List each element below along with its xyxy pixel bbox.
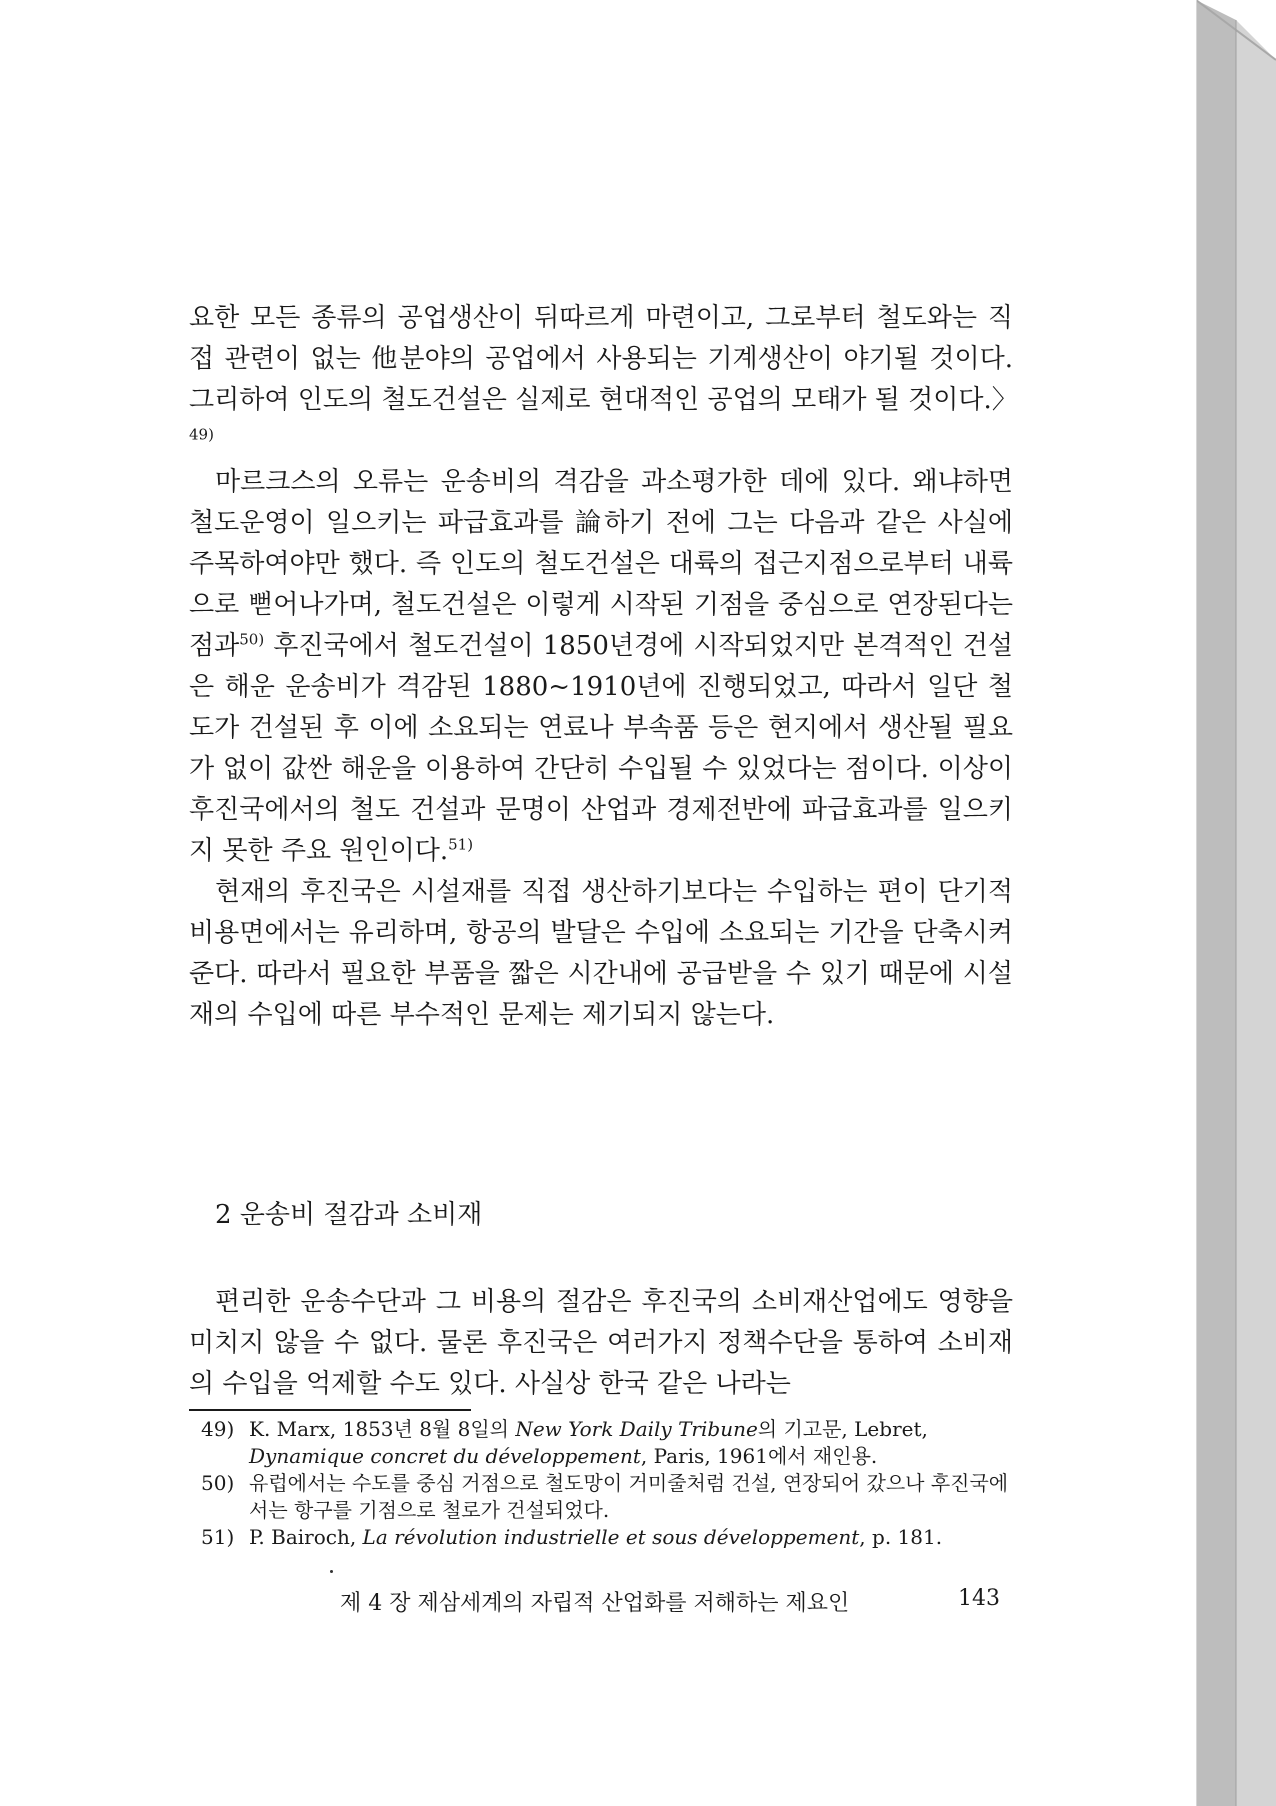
page-number: 143 [958,1586,1000,1611]
footnote-segment: , Paris, 1961에서 재인용. [640,1444,878,1468]
footnote-ref-49: 49) [189,425,214,444]
footnote-text [249,1416,1013,1470]
chapter-title: 제 4 장 제삼세계의 자립적 산업화를 저해하는 제요인 [340,1591,850,1616]
paragraph-text: 요한 모든 종류의 공업생산이 뒤따르게 마련이고, 그로부터 철도와는 직접 관련이 없는 他분야의 공업에서 사용되는 기계생산이 야기될 것이다. 그리하여 인도의 철도건설은 실제로 현대적인 공업의 모태가 될 것이다.〉 [189,303,1018,415]
footnote-segment: 의 기고문, Lebret, [757,1417,928,1441]
footnote-citation-title: Dynamique concret du développement [249,1444,641,1468]
paragraph-transport-cost: 편리한 운송수단과 그 비용의 절감은 후진국의 소비재산업에도 영향을 미치지 않을 수 없다. 물론 후진국은 여러가지 정책수단을 통하여 소비재의 수입을 억제할 수도 있다. 사실상 한국 같은 나라는 [189,1287,1013,1399]
footnotes [201,1416,1013,1551]
print-speck [330,1570,333,1573]
paragraph-text: 후진국에서 철도건설이 1850년경에 시작되었지만 본격적인 건설은 해운 운송비가 격감된 1880~1910년에 진행되었고, 따라서 일단 철도가 건설된 후 이에 소요되는 연료나 부속품 등은 현지에서 생산될 필요가 없이 값싼 해운을 이용하여 간단히 수입될 수 있었다는 점이다. 이상이 후진국에서의 철도 건설과 문명이 산업과 경제전반에 파급효과를 일으키지 못한 주요 원인이다. [189,631,1013,866]
footnote-segment: , p. 181. [859,1525,943,1549]
page-edge-decoration [1196,0,1276,1806]
body-text-block-2 [189,1282,1013,1405]
footnote-text [249,1524,1013,1551]
footnote-ref-51: 51) [448,835,474,854]
footnote-49 [201,1416,1013,1470]
paragraph-continued [189,298,1018,462]
footnote-text: 유럽에서는 수도를 중심 거점으로 철도망이 거미줄처럼 건설, 연장되어 갔으나 후진국에서는 항구를 기점으로 철로가 건설되었다. [249,1471,1009,1522]
paragraph-current-developing: 현재의 후진국은 시설재를 직접 생산하기보다는 수입하는 편이 단기적 비용면에서는 유리하며, 항공의 발달은 수입에 소요되는 기간을 단축시켜 준다. 따라서 필요한 부품을 짧은 시간내에 공급받을 수 있기 때문에 시설재의 수입에 따른 부수적인 문제는 제기되지 않는다. [189,877,1013,1030]
footnote-citation-title: La révolution industrielle et sous développement [362,1525,860,1549]
running-footer [340,1586,1000,1617]
body-text-block [189,298,1018,1036]
footnote-51 [201,1524,1013,1551]
footnote-number: 49) [201,1417,235,1441]
footnote-50 [201,1470,1013,1524]
footnote-citation-title: New York Daily Tribune [515,1417,758,1441]
footnote-ref-50: 50) [239,630,265,649]
footnote-divider [189,1409,471,1411]
section-heading: 2 운송비 절감과 소비재 [215,1200,483,1230]
footnote-segment: P. Bairoch, [249,1525,363,1549]
paragraph-marx-error [189,462,1013,872]
footnote-number: 50) [201,1471,235,1495]
footnote-segment: K. Marx, 1853년 8월 8일의 [249,1417,516,1441]
footnote-number: 51) [201,1525,235,1549]
paragraph-text: 마르크스의 오류는 운송비의 격감을 과소평가한 데에 있다. 왜냐하면 철도운영이 일으키는 파급효과를 論하기 전에 그는 다음과 같은 사실에 주목하여야만 했다. 즉 인도의 철도건설은 대륙의 접근지점으로부터 내륙으로 뻗어나가며, 철도건설은 이렇게 시작된 기점을 중심으로 연장된다는 점과 [189,467,1013,661]
